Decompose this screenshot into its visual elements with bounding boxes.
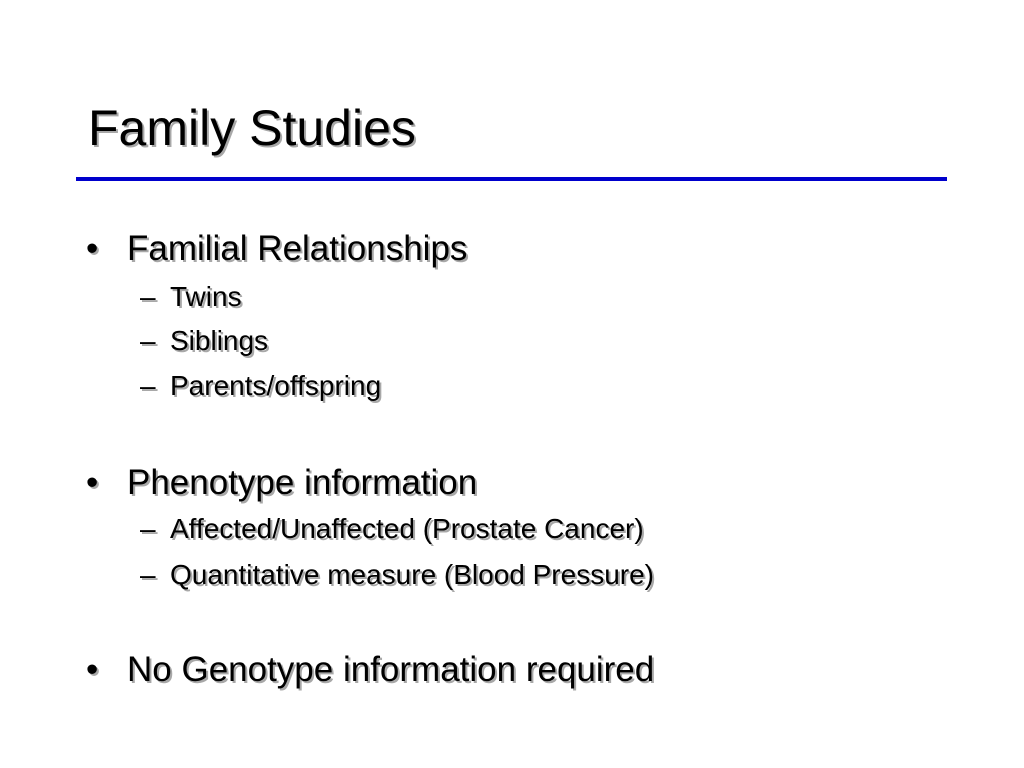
sub-item-siblings: Siblings [170, 325, 269, 356]
sub-item-quantitative-measure: Quantitative measure (Blood Pressure) [170, 559, 654, 590]
dash-icon: – [140, 370, 156, 401]
sub-item-affected-unaffected: Affected/Unaffected (Prostate Cancer) [170, 513, 644, 544]
dash-icon: – [140, 281, 156, 312]
bullet-familial-relationships: Familial Relationships [127, 229, 468, 268]
dash-icon: – [140, 559, 156, 590]
dash-icon: – [140, 325, 156, 356]
sub-item-parents-offspring: Parents/offspring [170, 370, 382, 401]
bullet-phenotype-information: Phenotype information [127, 463, 478, 502]
bullet-icon: • [86, 463, 99, 502]
bullet-no-genotype: No Genotype information required [127, 650, 655, 689]
sub-item-twins: Twins [170, 281, 242, 312]
dash-icon: – [140, 513, 156, 544]
bullet-icon: • [86, 229, 99, 268]
title-divider [76, 177, 947, 181]
bullet-icon: • [86, 650, 99, 689]
slide-title: Family Studies [88, 100, 416, 156]
